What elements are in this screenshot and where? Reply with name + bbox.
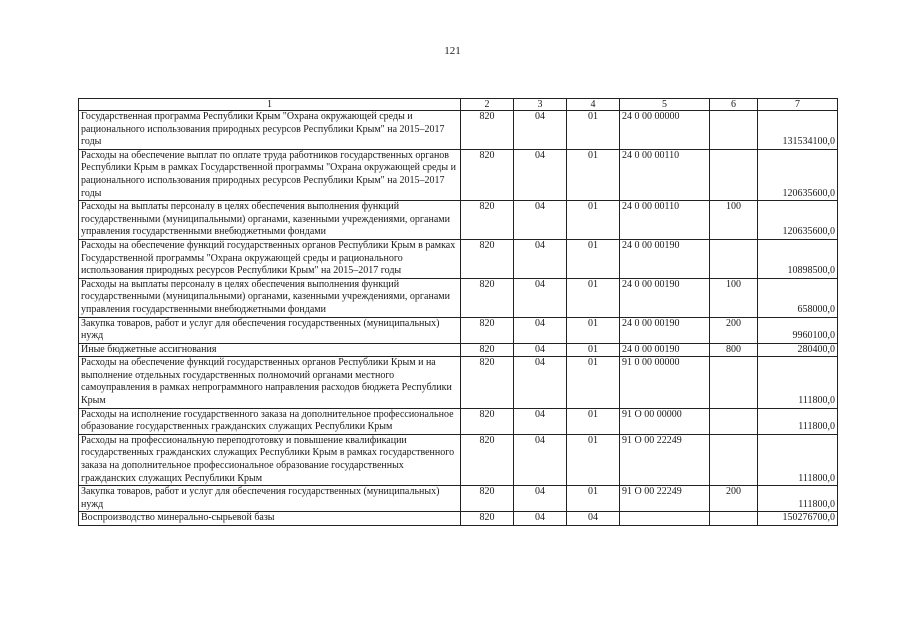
subsection-cell: 01 [567,278,620,317]
expense-type-cell [710,434,758,485]
target-article-cell: 91 О 00 00000 [620,408,710,434]
section-cell: 04 [514,239,567,278]
expense-type-cell: 100 [710,201,758,240]
ved-cell: 820 [461,317,514,343]
amount-cell: 658000,0 [758,278,838,317]
header-cell: 4 [567,99,620,111]
ved-cell: 820 [461,239,514,278]
subsection-cell: 01 [567,239,620,278]
target-article-cell [620,512,710,526]
row-name-cell: Расходы на обеспечение функций государственных органов Республики Крым и на выполнение отдельных государственных полномочий органами местного самоуправления в рамках непрограммного направления расходов бюджета Республики Крым [79,357,461,408]
amount-cell: 9960100,0 [758,317,838,343]
row-name-cell: Расходы на профессиональную переподготовку и повышение квалификации государственных гражданских служащих Республики Крым в рамках государственного заказа на дополнительное профессиональное образование государственных гражданских служащих Республики Крым [79,434,461,485]
target-article-cell: 24 0 00 00190 [620,239,710,278]
section-cell: 04 [514,201,567,240]
amount-cell: 131534100,0 [758,111,838,150]
section-cell: 04 [514,317,567,343]
subsection-cell: 01 [567,408,620,434]
ved-cell: 820 [461,434,514,485]
subsection-cell: 01 [567,317,620,343]
subsection-cell: 01 [567,149,620,200]
section-cell: 04 [514,408,567,434]
table-row [79,486,838,512]
ved-cell: 820 [461,343,514,357]
expense-type-cell [710,408,758,434]
expense-type-cell: 200 [710,317,758,343]
row-name-cell: Расходы на обеспечение выплат по оплате труда работников государственных органов Республики Крым в рамках Государственной программы "Охрана окружающей среды и рационального использования природных ресурсов Республики Крым" на 2015–2017 годы [79,149,461,200]
header-cell: 7 [758,99,838,111]
target-article-cell: 91 О 00 22249 [620,486,710,512]
header-cell: 5 [620,99,710,111]
table-row [79,317,838,343]
row-name-cell: Иные бюджетные ассигнования [79,343,461,357]
page-number: 121 [444,45,461,57]
table-row [79,111,838,150]
subsection-cell: 01 [567,343,620,357]
amount-cell: 120635600,0 [758,201,838,240]
row-name-cell: Закупка товаров, работ и услуг для обеспечения государственных (муниципальных) нужд [79,317,461,343]
target-article-cell: 24 0 00 00190 [620,317,710,343]
amount-cell: 10898500,0 [758,239,838,278]
amount-cell: 150276700,0 [758,512,838,526]
ved-cell: 820 [461,486,514,512]
expense-type-cell: 800 [710,343,758,357]
row-name-cell: Расходы на выплаты персоналу в целях обеспечения выполнения функций государственными (муниципальными) органами, казенными учреждениями, органами управления государственными внебюджетными фондами [79,201,461,240]
expense-type-cell [710,149,758,200]
ved-cell: 820 [461,357,514,408]
target-article-cell: 24 0 00 00000 [620,111,710,150]
subsection-cell: 01 [567,111,620,150]
target-article-cell: 24 0 00 00190 [620,278,710,317]
table-row [79,149,838,200]
ved-cell: 820 [461,278,514,317]
expense-type-cell [710,111,758,150]
section-cell: 04 [514,343,567,357]
row-name-cell: Расходы на исполнение государственного заказа на дополнительное профессиональное образование государственных гражданских служащих Республики Крым [79,408,461,434]
table-row [79,357,838,408]
table-row [79,343,838,357]
ved-cell: 820 [461,149,514,200]
subsection-cell: 01 [567,434,620,485]
target-article-cell: 91 О 00 22249 [620,434,710,485]
section-cell: 04 [514,149,567,200]
target-article-cell: 24 0 00 00110 [620,201,710,240]
amount-cell: 111800,0 [758,486,838,512]
target-article-cell: 24 0 00 00110 [620,149,710,200]
header-row [79,99,838,111]
budget-table [78,98,838,526]
ved-cell: 820 [461,111,514,150]
expense-type-cell [710,357,758,408]
table-row [79,434,838,485]
subsection-cell: 01 [567,357,620,408]
table-row [79,239,838,278]
amount-cell: 280400,0 [758,343,838,357]
expense-type-cell: 200 [710,486,758,512]
amount-cell: 111800,0 [758,434,838,485]
row-name-cell: Расходы на обеспечение функций государственных органов Республики Крым в рамках Государственной программы "Охрана окружающей среды и рационального использования природных ресурсов Республики Крым" на 2015–2017 годы [79,239,461,278]
section-cell: 04 [514,512,567,526]
subsection-cell: 01 [567,486,620,512]
table-row [79,512,838,526]
header-cell: 6 [710,99,758,111]
section-cell: 04 [514,357,567,408]
header-cell: 2 [461,99,514,111]
amount-cell: 120635600,0 [758,149,838,200]
subsection-cell: 01 [567,201,620,240]
section-cell: 04 [514,434,567,485]
expense-type-cell [710,512,758,526]
table-row [79,201,838,240]
row-name-cell: Воспроизводство минерально-сырьевой базы [79,512,461,526]
section-cell: 04 [514,278,567,317]
target-article-cell: 24 0 00 00190 [620,343,710,357]
amount-cell: 111800,0 [758,357,838,408]
row-name-cell: Закупка товаров, работ и услуг для обеспечения государственных (муниципальных) нужд [79,486,461,512]
subsection-cell: 04 [567,512,620,526]
amount-cell: 111800,0 [758,408,838,434]
section-cell: 04 [514,486,567,512]
ved-cell: 820 [461,201,514,240]
row-name-cell: Расходы на выплаты персоналу в целях обеспечения выполнения функций государственными (муниципальными) органами, казенными учреждениями, органами управления государственными внебюджетными фондами [79,278,461,317]
section-cell: 04 [514,111,567,150]
table-row [79,278,838,317]
ved-cell: 820 [461,512,514,526]
row-name-cell: Государственная программа Республики Крым "Охрана окружающей среды и рационального использования природных ресурсов Республики Крым" на 2015–2017 годы [79,111,461,150]
header-cell: 3 [514,99,567,111]
ved-cell: 820 [461,408,514,434]
table-row [79,408,838,434]
expense-type-cell [710,239,758,278]
target-article-cell: 91 0 00 00000 [620,357,710,408]
expense-type-cell: 100 [710,278,758,317]
header-cell: 1 [79,99,461,111]
